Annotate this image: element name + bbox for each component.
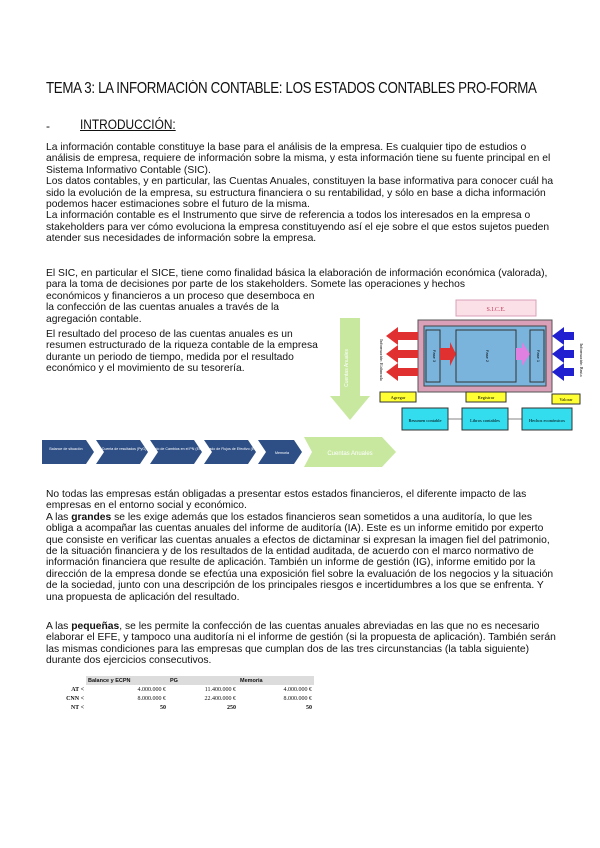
paragraph-intro-1: La información contable constituye la base para el análisis de la empresa. Es cualquier tipo de estudios o análisis de empresa, requiere de información sobre la misma, y esta información tiene su fuente principal en el Sistema Informativo Contable (SIC). bbox=[46, 142, 551, 176]
table-cell: 50 bbox=[306, 704, 312, 711]
thresholds-table bbox=[52, 676, 314, 712]
paragraph-resultado: El resultado del proceso de las cuentas anuales es un resumen estructurado de la riqueza contable de la empresa durante un periodo de tiempo, medida por el resultado económico y el movimiento de su tesorería. bbox=[46, 329, 318, 375]
table-header-cell: Memoria bbox=[238, 676, 314, 685]
table-cell: 250 bbox=[227, 704, 236, 711]
chevron-cuentas-anuales-label: Cuentas Anuales bbox=[327, 451, 373, 457]
table-row bbox=[52, 703, 314, 712]
paragraph-sice-cont: económicos y financieros a un proceso que desemboca en la confección de las cuentas anuales a través de la agregación contable. bbox=[46, 291, 315, 325]
fase-3-label: Fase 3 bbox=[432, 349, 437, 363]
fase-1-label: Fase 1 bbox=[536, 349, 541, 363]
table-cell: 8.000.000 € bbox=[137, 695, 166, 702]
table-cell: 11.400.000 € bbox=[204, 686, 236, 693]
paragraph-intro-2: Los datos contables, y en particular, las Cuentas Anuales, constituyen la base informativa para conocer cuál ha sido la evolución de la empresa, su estructura financiera o su rentabilidad, y sólo en base a dicha información podemos hacer estimaciones sobre el futuro de la misma. bbox=[46, 176, 554, 211]
table-cell: CNN < bbox=[66, 695, 84, 702]
valorar-label: Valorar bbox=[559, 397, 573, 402]
hechos-label: Hechos económicos bbox=[528, 418, 566, 423]
table-header-cell: Balance y ECPN bbox=[86, 676, 168, 685]
chevron-efe bbox=[204, 440, 256, 464]
red-arrow-1 bbox=[386, 327, 418, 345]
chevron-pyg bbox=[96, 440, 148, 464]
chevron-efe-label: Estado de Flujos de Efectivo (EFE) bbox=[204, 447, 260, 451]
paragraph-intro-3: La información contable es el Instrumento que sirve de referencia a todos los interesados en la empresa o stakeholders para ver cómo evoluciona la empresa constituyendo así el eje sobre el que estos sujetos pueden atender sus necesidades de información sobre la empresa. bbox=[46, 210, 550, 245]
blue-arrow-1 bbox=[552, 327, 574, 345]
chevron-ecpn bbox=[150, 440, 202, 464]
intro-text-block bbox=[46, 142, 554, 245]
table-cell: 4.000.000 € bbox=[137, 686, 166, 693]
table-row bbox=[52, 694, 314, 703]
section-bullet: - bbox=[46, 119, 50, 133]
fase-2-label: Fase 2 bbox=[485, 349, 490, 363]
chevron-memoria-label: Memoria bbox=[275, 451, 289, 455]
left-vertical-label: Información Elaborada bbox=[379, 339, 384, 381]
sice-diagram bbox=[326, 296, 586, 442]
table-row bbox=[52, 685, 314, 694]
table-cell: 22.400.000 € bbox=[204, 695, 236, 702]
blue-arrow-2 bbox=[552, 345, 574, 363]
table-cell: AT < bbox=[71, 686, 84, 693]
blue-arrow-3 bbox=[552, 363, 574, 381]
cuentas-anuales-arrow-label: Cuentas Anuales bbox=[344, 349, 350, 387]
chevron-pyg-label: Cuenta de resultados (PyG) bbox=[101, 447, 147, 451]
chevron-ecpn-label: Estado de Cambios en el PN (ECPN) bbox=[148, 447, 208, 451]
red-arrow-2 bbox=[386, 345, 418, 363]
paragraph-pequenas: A las pequeñas, se les permite la confección de las cuentas anuales abreviadas en las que no es necesario elaborar el EFE, y tampoco una auditoría ni el informe de gestión (si la propuesta de aplicación). También serán las mismas condiciones para las empresas que cumplan dos de las tres circunstancias (la tabla siguiente) durante dos ejercicios consecutivos. bbox=[46, 621, 556, 667]
right-vertical-label: Información Bruta bbox=[579, 343, 584, 377]
table-container bbox=[52, 676, 314, 712]
agregar-label: Agregar bbox=[390, 395, 406, 400]
table-cell: 4.000.000 € bbox=[283, 686, 312, 693]
lower-text-block bbox=[46, 489, 556, 603]
chevron-balance bbox=[42, 440, 94, 464]
table-header-cell bbox=[52, 676, 86, 685]
chevron-balance-label: Balance de situación bbox=[49, 447, 83, 451]
table-header-row bbox=[52, 676, 314, 685]
page-title: TEMA 3: LA INFORMACIÓN CONTABLE: LOS ESTADOS CONTABLES PRO-FORMA bbox=[46, 80, 537, 97]
cuentas-anuales-arrow bbox=[330, 318, 370, 420]
table-header-cell: PG bbox=[168, 676, 238, 685]
table-cell: 50 bbox=[160, 704, 166, 711]
red-arrow-3 bbox=[386, 363, 418, 381]
sice-title: S.I.C.E. bbox=[486, 307, 506, 313]
libros-label: Libros contables bbox=[470, 418, 500, 423]
table-cell: 8.000.000 € bbox=[283, 695, 312, 702]
resumen-label: Resumen contable bbox=[408, 418, 442, 423]
paragraph-sice: El SIC, en particular el SICE, tiene como finalidad básica la elaboración de información económica (valorada), para la toma de decisiones por parte de los stakeholders. Somete las operaciones y hechos bbox=[46, 268, 548, 291]
section-heading: INTRODUCCIÓN: bbox=[80, 117, 176, 132]
registrar-label: Registrar bbox=[477, 395, 495, 400]
chevron-process bbox=[42, 437, 402, 467]
paragraph-grandes: A las grandes se les exige además que los estados financieros sean sometidos a una auditoría, lo que les obliga a acompañar las cuentas anuales del informe de auditoría (IA). Este es un informe emitido por experto que consiste en verificar las cuentas anuales a efectos de dictaminar si expresan la imagen fiel del patrimonio, de la situación financiera y de los resultados de la entidad auditada, de acuerdo con el marco normativo de información financiera que resulte de aplicación. También un informe de gestión (IG), informe emitido por la dirección de la empresa donde se efectúa una exposición fiel sobre la evaluación de los negocios y la situación de la sociedad, junto con una descripción de los principales riesgos e incertidumbres a los que se enfrenta. Y una propuesta de aplicación del resultado. bbox=[46, 511, 554, 603]
table-cell: NT < bbox=[70, 704, 84, 711]
paragraph-obligadas: No todas las empresas están obligadas a presentar estos estados financieros, el diferente impacto de las empresas en el entorno social y económico. bbox=[46, 489, 527, 512]
